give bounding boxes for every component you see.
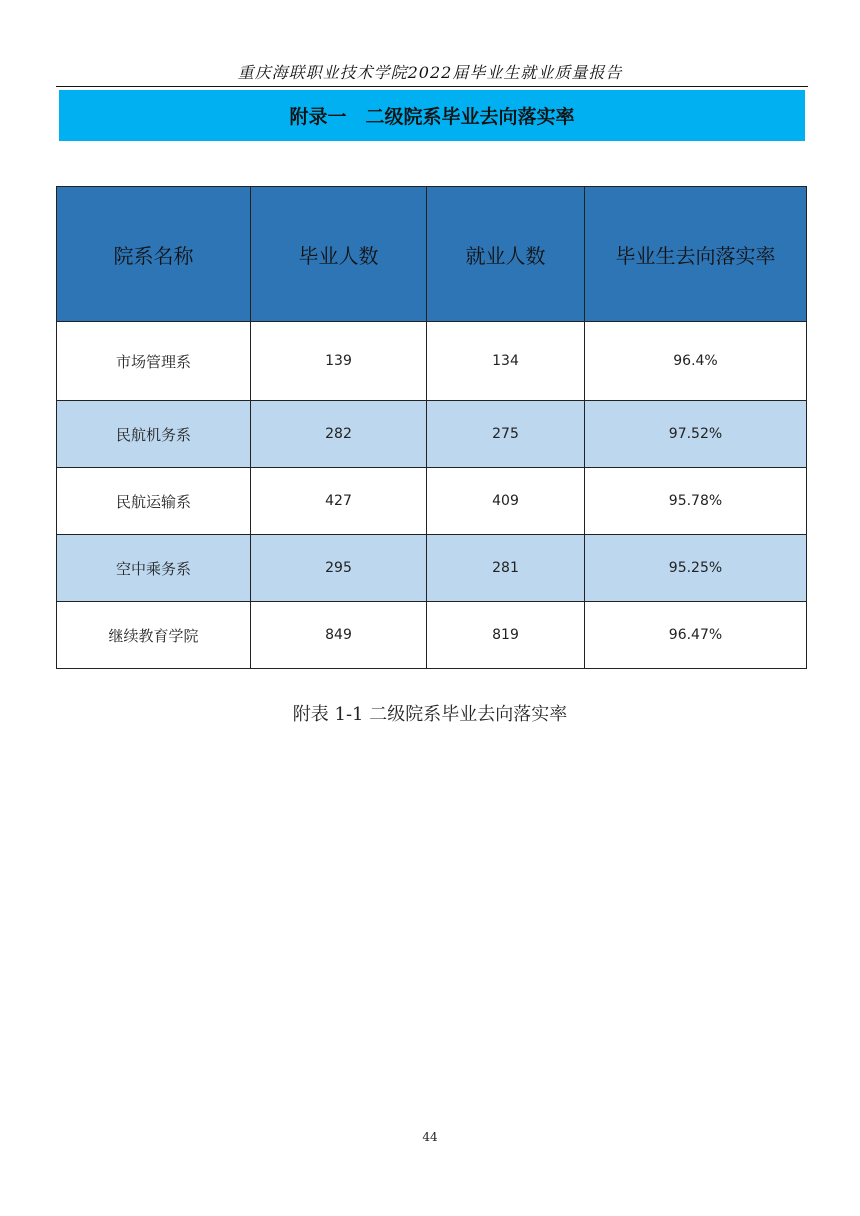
table-row [57,322,807,401]
graduates-cell: 139 [251,322,427,401]
rate-cell: 97.52% [585,401,807,468]
department-employment-table [56,186,807,669]
graduates-cell: 427 [251,468,427,535]
page-number: 44 [422,1130,438,1144]
department-name-cell: 继续教育学院 [57,602,251,669]
report-header-title: 重庆海联职业技术学院2022届毕业生就业质量报告 [237,63,623,82]
department-name-cell: 市场管理系 [57,322,251,401]
employed-cell: 409 [427,468,585,535]
graduates-cell: 849 [251,602,427,669]
employed-cell: 819 [427,602,585,669]
rate-cell: 95.25% [585,535,807,602]
section-title: 附录一 二级院系毕业去向落实率 [289,106,575,128]
rate-cell: 96.4% [585,322,807,401]
department-name-cell: 空中乘务系 [57,535,251,602]
rate-cell: 96.47% [585,602,807,669]
header-employed: 就业人数 [427,187,585,322]
table-row [57,468,807,535]
table-row [57,401,807,468]
employed-cell: 281 [427,535,585,602]
employed-cell: 275 [427,401,585,468]
header-department-name: 院系名称 [57,187,251,322]
header-graduates: 毕业人数 [251,187,427,322]
department-name-cell: 民航机务系 [57,401,251,468]
table-row [57,535,807,602]
section-banner [59,90,805,141]
department-name-cell: 民航运输系 [57,468,251,535]
table-row [57,602,807,669]
header-placement-rate: 毕业生去向落实率 [585,187,807,322]
graduates-cell: 282 [251,401,427,468]
employed-cell: 134 [427,322,585,401]
graduates-cell: 295 [251,535,427,602]
table-header-row [57,187,807,322]
table-caption: 附表 1-1 二级院系毕业去向落实率 [292,704,568,725]
header-rule [56,86,808,87]
rate-cell: 95.78% [585,468,807,535]
